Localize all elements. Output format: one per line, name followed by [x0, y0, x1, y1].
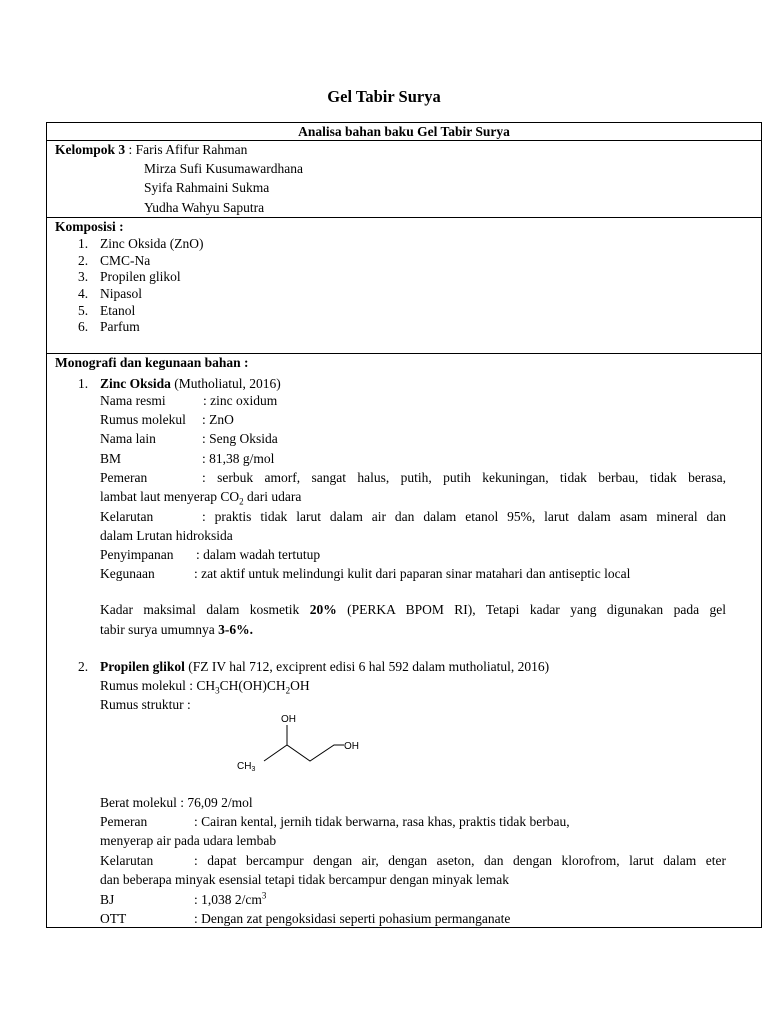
field-label: Kegunaan: [100, 566, 155, 581]
composition-item: Nipasol: [100, 286, 142, 301]
field-value: : praktis tidak larut dalam air dan dalam etanol 95%, larut dalam asam mineral dan: [202, 509, 726, 524]
substance-name: Propilen glikol: [100, 659, 185, 674]
composition-item-num: 2.: [78, 253, 89, 268]
structural-formula-diagram: [230, 711, 370, 775]
member-name: Syifa Rahmaini Sukma: [144, 180, 270, 195]
document-title: Gel Tabir Surya: [327, 87, 441, 106]
molecular-weight: Berat molekul : 76,09 2/mol: [100, 795, 253, 810]
table-header: Analisa bahan baku Gel Tabir Surya: [298, 124, 510, 139]
field-label: Pemeran: [100, 470, 148, 485]
composition-item: CMC-Na: [100, 253, 151, 268]
composition-item-num: 3.: [78, 269, 89, 284]
field-value: : zat aktif untuk melindungi kulit dari paparan sinar matahari dan antiseptic local: [194, 566, 631, 581]
composition-heading: Komposisi :: [55, 219, 124, 234]
monograph-item-title: [100, 375, 281, 393]
analysis-table: [46, 122, 762, 928]
field-label: OTT: [100, 911, 127, 926]
field-value-continued: dan beberapa minyak esensial tetapi tidak bercampur dengan minyak lemak: [100, 872, 509, 887]
text-part: Kadar maksimal dalam kosmetik: [100, 602, 310, 617]
text-part: CH: [237, 761, 252, 772]
subscript: 3: [215, 685, 220, 696]
monograph-item-num: 1.: [78, 376, 89, 391]
composition-item: Propilen glikol: [100, 269, 181, 284]
superscript: 3: [261, 890, 267, 901]
monograph-item-num: 2.: [78, 659, 89, 674]
field-value-continued: menyerap air pada udara lembab: [100, 833, 277, 848]
text-part: CH: [196, 678, 216, 693]
molecular-formula: [100, 677, 310, 695]
group-label: Kelompok 3: [55, 142, 126, 157]
field-value-continued: [100, 488, 301, 506]
monograph-item-title: [100, 658, 549, 676]
field-value: : dalam wadah tertutup: [196, 547, 321, 562]
substance-reference: (FZ IV hal 712, exciprent edisi 6 hal 592 dalam mutholiatul, 2016): [184, 659, 550, 674]
member-name: Faris Afifur Rahman: [135, 142, 248, 157]
field-value: : ZnO: [202, 412, 234, 427]
composition-item-num: 4.: [78, 286, 89, 301]
group-line: [55, 141, 247, 159]
text-part: Rumus molekul :: [100, 678, 197, 693]
field-value: : Seng Oksida: [202, 431, 278, 446]
concentration-note-continued: [100, 621, 253, 639]
text-part: : 1,038 2/cm: [194, 892, 262, 907]
text-part: dari udara: [243, 489, 302, 504]
row-divider: [47, 217, 761, 218]
field-value: : Cairan kental, jernih tidak berwarna, rasa khas, praktis tidak berbau,: [194, 814, 570, 829]
member-name: Mirza Sufi Kusumawardhana: [144, 161, 303, 176]
typical-concentration: 3-6%.: [218, 622, 253, 637]
text-part: tabir surya umumnya: [100, 622, 219, 637]
monograph-heading: Monografi dan kegunaan bahan :: [55, 355, 249, 370]
composition-item-num: 6.: [78, 319, 89, 334]
field-value: : Dengan zat pengoksidasi seperti pohasium permanganate: [194, 911, 511, 926]
field-label: Kelarutan: [100, 509, 154, 524]
composition-item: Zinc Oksida (ZnO): [100, 236, 204, 251]
member-name: Yudha Wahyu Saputra: [144, 200, 265, 215]
hydroxyl-label: OH: [281, 714, 296, 725]
text-part: CH(OH)CH: [219, 678, 286, 693]
field-value: : serbuk amorf, sangat halus, putih, putih kekuningan, tidak berbau, tidak berasa,: [202, 470, 726, 485]
field-label: Pemeran: [100, 814, 148, 829]
composition-item: Etanol: [100, 303, 136, 318]
max-concentration: 20%: [309, 602, 337, 617]
group-separator: :: [125, 142, 136, 157]
field-label: Nama lain: [100, 431, 156, 446]
field-label: BM: [100, 451, 122, 466]
subscript: 2: [285, 685, 291, 696]
hydroxyl-label: OH: [344, 741, 359, 752]
field-value: [194, 891, 266, 909]
concentration-note: [100, 601, 726, 619]
text-part: (PERKA BPOM RI), Tetapi kadar yang digunakan pada gel: [336, 602, 727, 617]
field-value-continued: dalam Lrutan hidroksida: [100, 528, 233, 543]
field-label: Nama resmi: [100, 393, 166, 408]
field-label: Rumus molekul: [100, 412, 186, 427]
field-label: BJ: [100, 892, 115, 907]
substance-reference: (Mutholiatul, 2016): [170, 376, 281, 391]
methyl-label: [237, 761, 255, 773]
text-part: lambat laut menyerap CO: [100, 489, 240, 504]
composition-item: Parfum: [100, 319, 140, 334]
text-part: OH: [290, 678, 310, 693]
field-value: : zinc oxidum: [203, 393, 278, 408]
field-value: : dapat bercampur dengan air, dengan aseton, dan dengan klorofrom, larut dalam eter: [194, 853, 726, 868]
field-label: Penyimpanan: [100, 547, 174, 562]
composition-item-num: 1.: [78, 236, 89, 251]
field-label: Rumus struktur :: [100, 697, 191, 712]
subscript: 2: [239, 496, 244, 507]
substance-name: Zinc Oksida: [100, 376, 171, 391]
field-label: Kelarutan: [100, 853, 154, 868]
composition-item-num: 5.: [78, 303, 89, 318]
subscript: 3: [251, 766, 256, 773]
field-value: : 81,38 g/mol: [202, 451, 275, 466]
